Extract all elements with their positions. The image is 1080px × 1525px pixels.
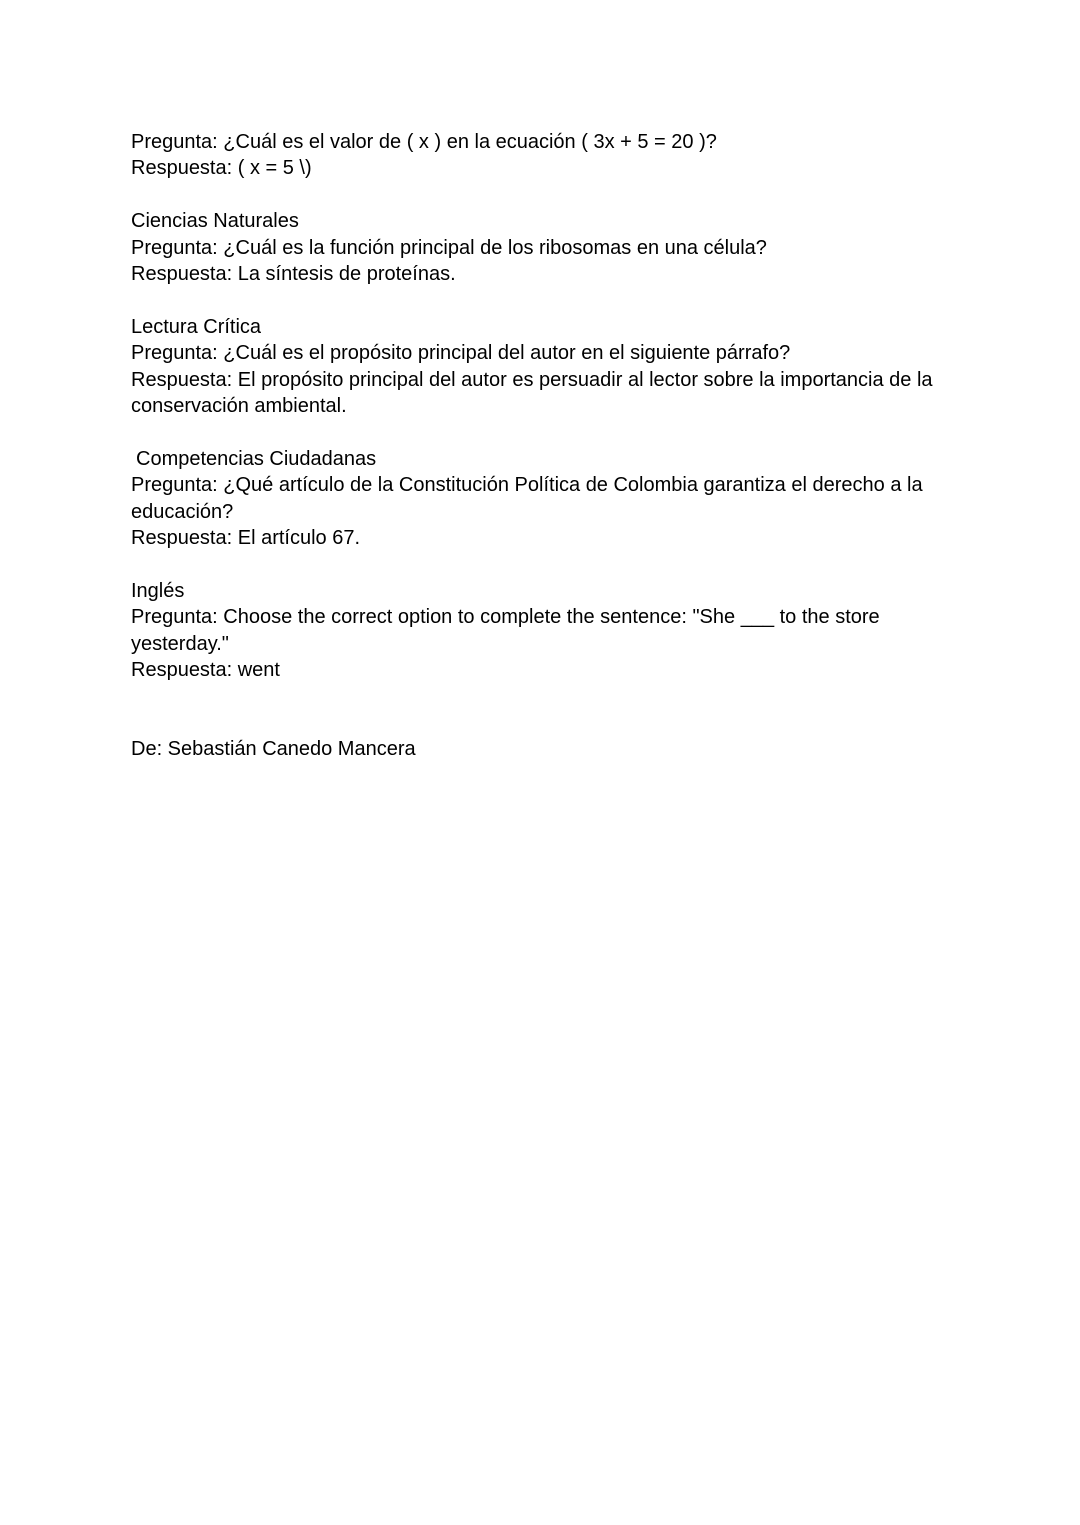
section-heading: Ciencias Naturales	[131, 210, 299, 233]
question-text: Pregunta: ¿Cuál es la función principal de los ribosomas en una célula?	[131, 236, 767, 259]
answer-text: Respuesta: El propósito principal del autor es persuadir al lector sobre la importancia de la conservación ambiental.	[131, 368, 939, 418]
question-text: Pregunta: ¿Cuál es el valor de ( x ) en la ecuación ( 3x + 5 = 20 )?	[131, 131, 717, 153]
section-competencias-ciudadanas	[131, 446, 951, 552]
section-lectura-critica	[131, 314, 951, 420]
answer-text: Respuesta: La síntesis de proteínas.	[131, 263, 456, 286]
section-ingles	[131, 578, 951, 684]
question-text: Pregunta: Choose the correct option to complete the sentence: "She ___ to the store yesterday."	[131, 606, 886, 655]
section-ciencias-naturales	[131, 208, 951, 287]
author-signature-text: De: Sebastián Canedo Mancera	[131, 738, 416, 761]
answer-text: Respuesta: ( x = 5 \)	[131, 157, 312, 180]
question-text: Pregunta: ¿Qué artículo de la Constitución Política de Colombia garantiza el derecho a la educación?	[131, 474, 929, 523]
answer-text: Respuesta: El artículo 67.	[131, 527, 361, 550]
question-text: Pregunta: ¿Cuál es el propósito principal del autor en el siguiente párrafo?	[131, 342, 791, 365]
section-heading: Lectura Crítica	[131, 315, 262, 338]
document-page	[131, 129, 951, 763]
section-heading: Competencias Ciudadanas	[136, 447, 377, 470]
section-matematicas	[131, 129, 951, 182]
answer-text: Respuesta: went	[131, 659, 280, 682]
section-heading: Inglés	[131, 579, 185, 602]
